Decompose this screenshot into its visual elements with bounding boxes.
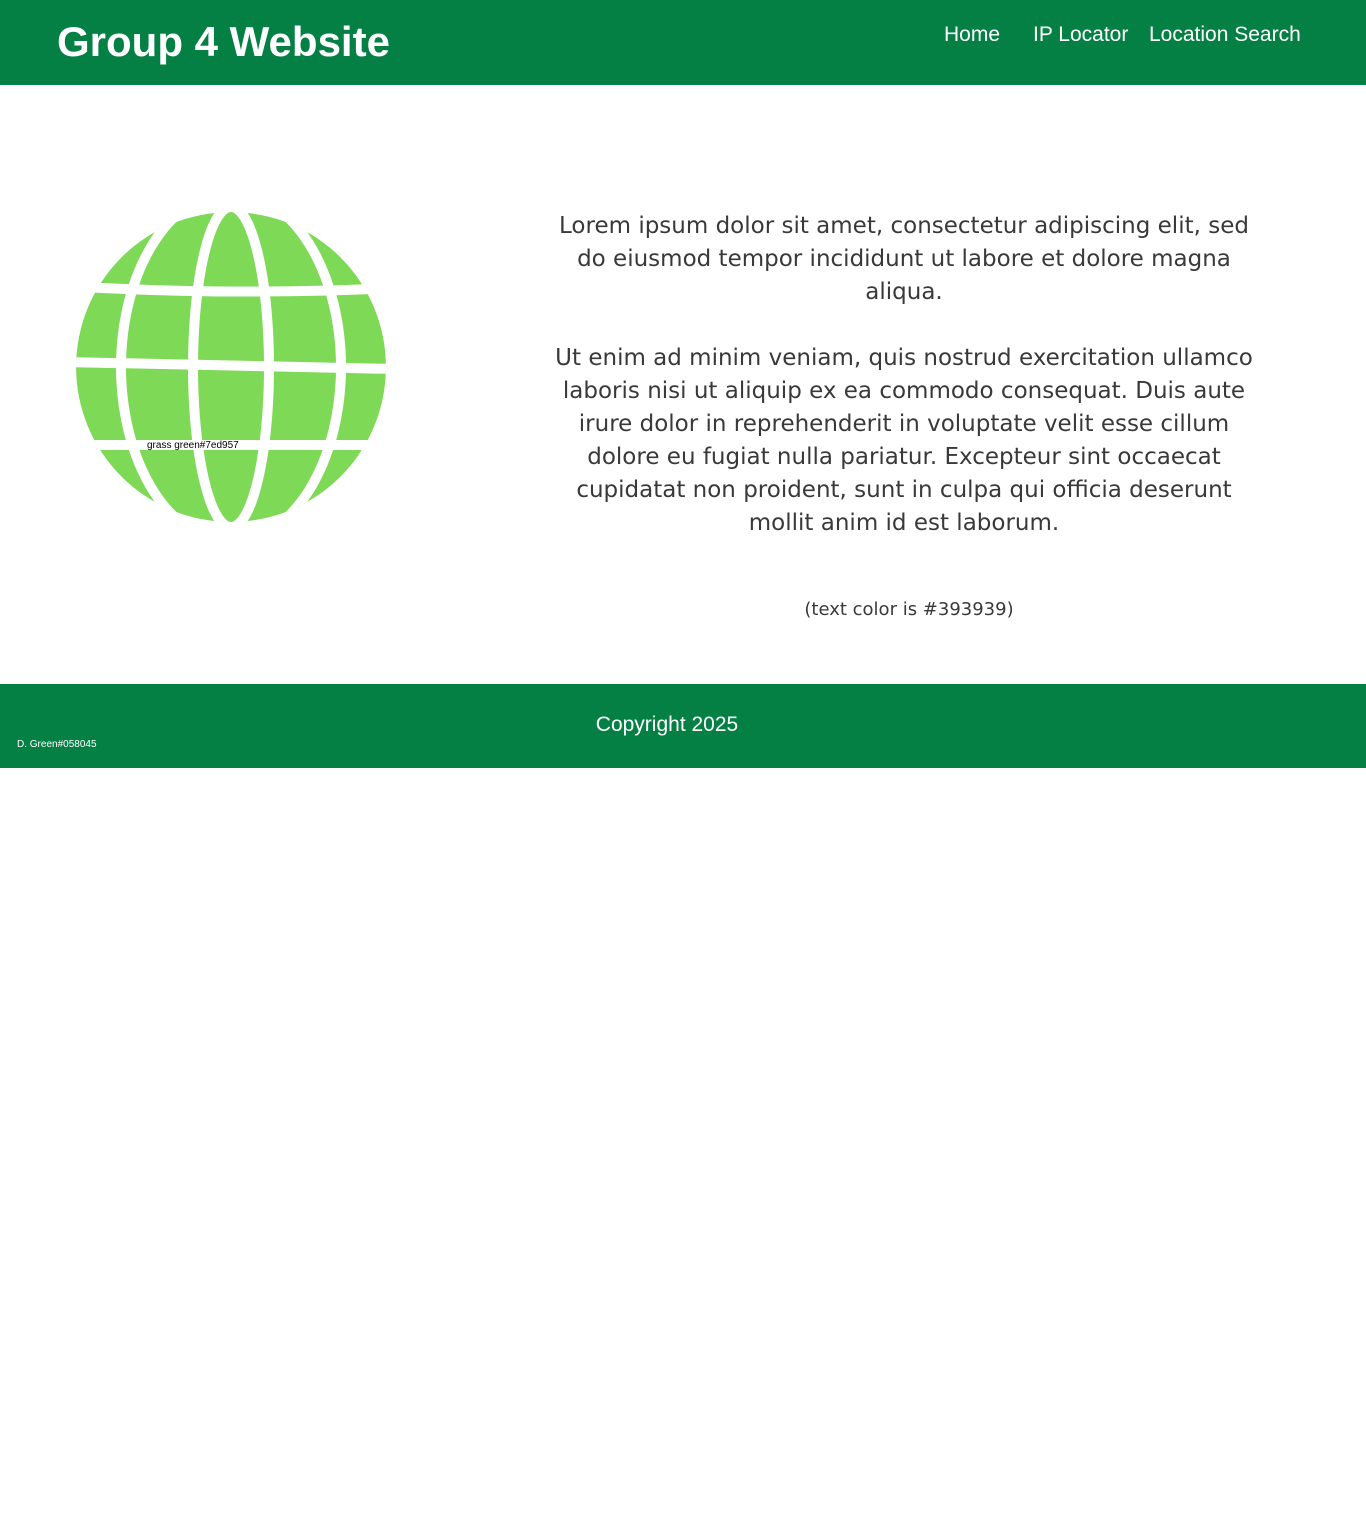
text-color-note: (text color is #393939)	[804, 599, 1014, 620]
site-footer	[0, 684, 1366, 768]
copyright-text: Copyright 2025	[595, 713, 739, 736]
site-title: Group 4 Website	[57, 18, 390, 65]
site-header	[0, 0, 1366, 85]
main-content	[554, 210, 1254, 540]
paragraph-body: Ut enim ad minim veniam, quis nostrud exercitation ullamco laboris nisi ut aliquip ex ea commodo consequat. Duis aute irure dolor in reprehenderit in voluptate velit esse cillum dolore eu fugiat nulla pariatur. Excepteur sint occaecat cupidatat non proident, sunt in culpa qui officia deserunt mollit anim id est laborum.	[555, 345, 1253, 536]
nav-link-home[interactable]: Home	[944, 23, 1001, 46]
globe-color-label: grass green#7ed957	[147, 440, 239, 451]
nav-link-ip-locator[interactable]: IP Locator	[1033, 23, 1129, 46]
paragraph-intro: Lorem ipsum dolor sit amet, consectetur adipiscing elit, sed do eiusmod tempor incididunt ut labore et dolore magna aliqua.	[559, 213, 1249, 305]
main-nav	[0, 21, 1366, 49]
globe-icon	[76, 212, 386, 522]
footer-color-note: D. Green#058045	[17, 739, 97, 750]
nav-link-location-search[interactable]: Location Search	[1149, 23, 1301, 46]
